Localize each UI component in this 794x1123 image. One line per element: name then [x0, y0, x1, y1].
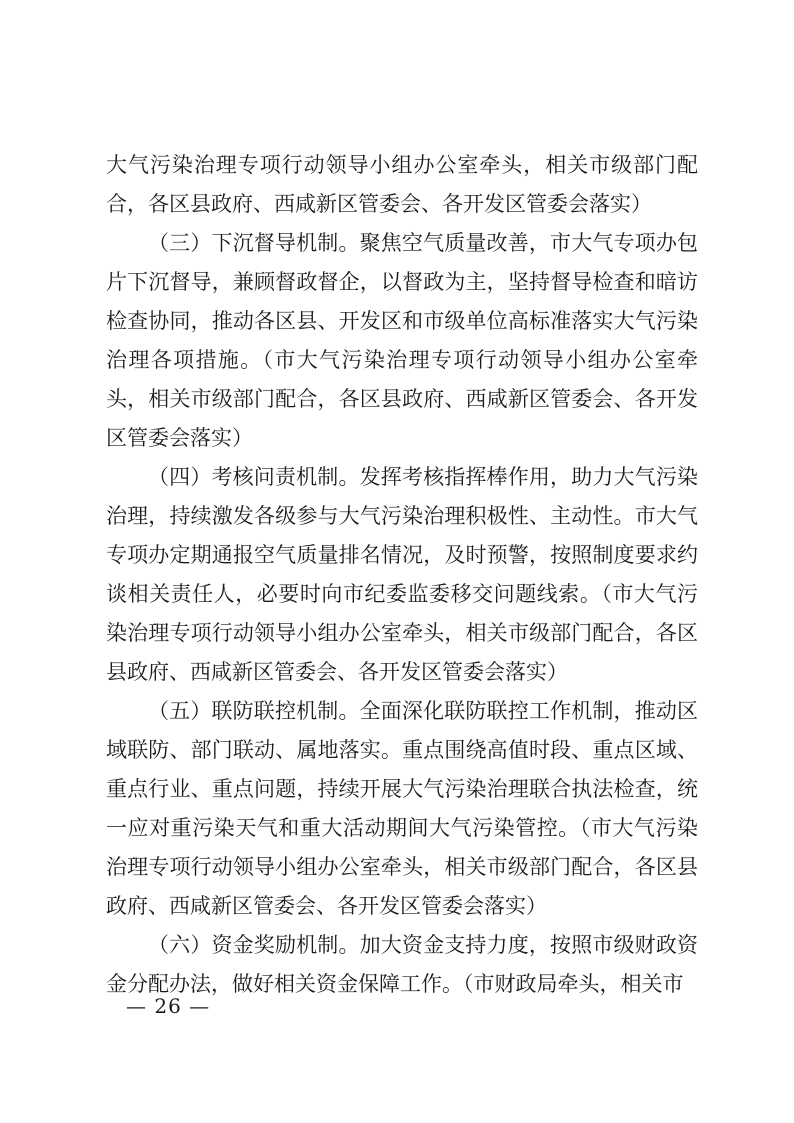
paragraph-joint-control-mechanism: （五）联防联控机制。全面深化联防联控工作机制，推动区域联防、部门联动、属地落实。重点围绕高值时段、重点区域、重点行业、重点问题，持续开展大气污染治理联合执法检查，统一应对重污染天气和重大活动期间大气污染管控。（市大气污染治理专项行动领导小组办公室牵头，相关市级部门配合，各区县政府、西咸新区管委会、各开发区管委会落实）	[106, 699, 698, 918]
paragraph-funding-mechanism: （六）资金奖励机制。加大资金支持力度，按照市级财政资金分配办法，做好相关资金保障工作。（市财政局牵头，相关市	[106, 933, 698, 996]
paragraph-continuation: 大气污染治理专项行动领导小组办公室牵头，相关市级部门配合，各区县政府、西咸新区管委会、各开发区管委会落实）	[106, 153, 698, 216]
page-number: — 26 —	[126, 994, 211, 1018]
body-text	[106, 146, 698, 1004]
paragraph-supervision-mechanism: （三）下沉督导机制。聚焦空气质量改善，市大气专项办包片下沉督导，兼顾督政督企，以督政为主，坚持督导检查和暗访检查协同，推动各区县、开发区和市级单位高标准落实大气污染治理各项措施。（市大气污染治理专项行动领导小组办公室牵头，相关市级部门配合，各区县政府、西咸新区管委会、各开发区管委会落实）	[106, 231, 698, 450]
paragraph-assessment-mechanism: （四）考核问责机制。发挥考核指挥棒作用，助力大气污染治理，持续激发各级参与大气污染治理积极性、主动性。市大气专项办定期通报空气质量排名情况，及时预警，按照制度要求约谈相关责任人，必要时向市纪委监委移交问题线索。（市大气污染治理专项行动领导小组办公室牵头，相关市级部门配合，各区县政府、西咸新区管委会、各开发区管委会落实）	[106, 465, 698, 684]
